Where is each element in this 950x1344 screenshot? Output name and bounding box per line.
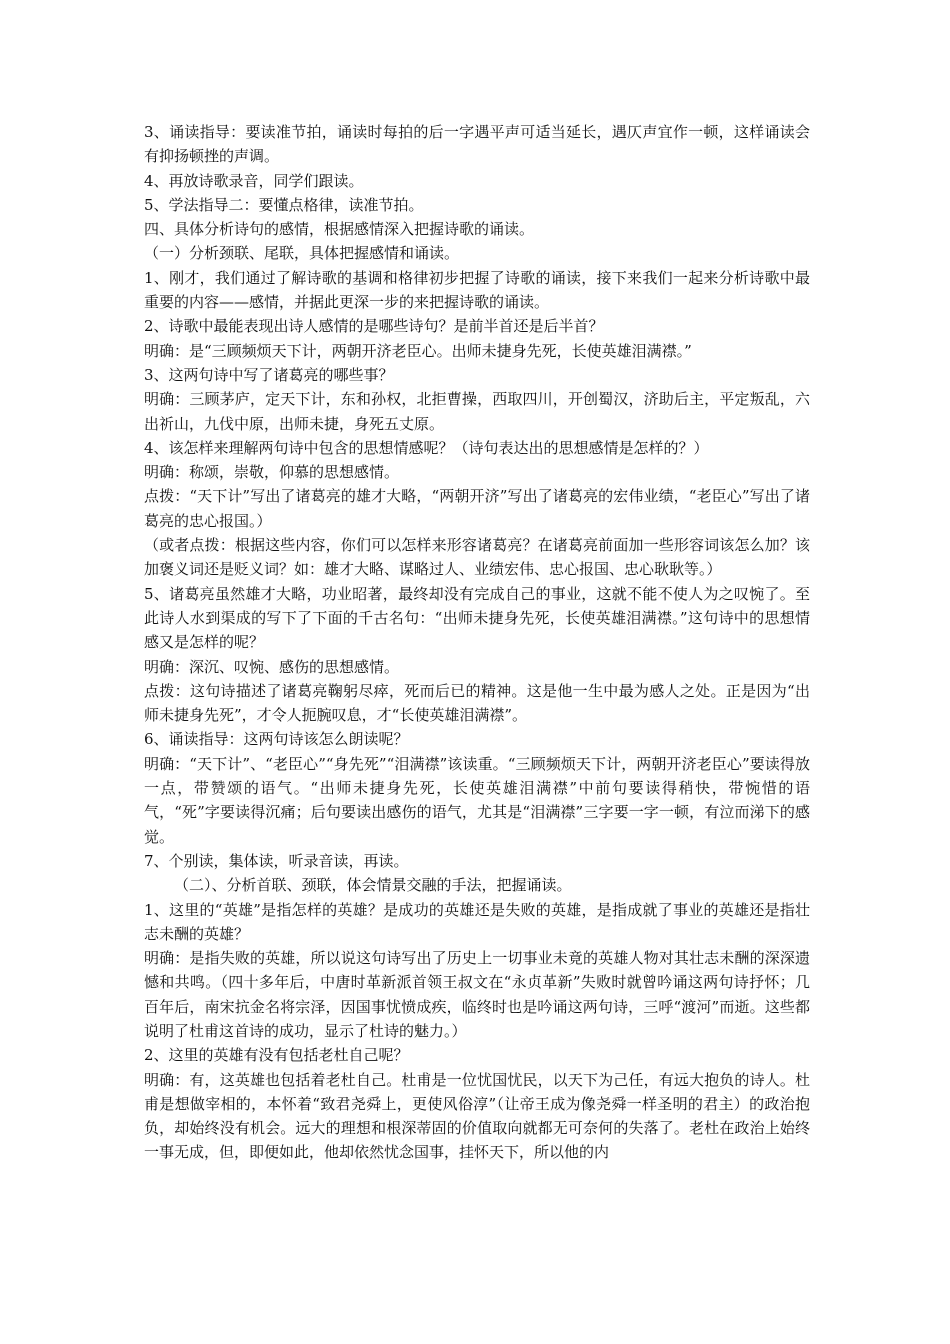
question-2: 2、诗歌中最能表现出诗人感情的是哪些诗句？是前半首还是后半首？ [144,317,604,336]
question-3: 3、这两句诗中写了诸葛亮的哪些事？ [144,365,394,384]
answer-3: 明确：三顾茅庐，定天下计，东和孙权，北拒曹操，西取四川，开创蜀汉，济助后主，平定叛乱，六出祈山，九伐中原，出师未捷，身死五丈原。 [144,390,810,433]
answer-hero-2: 明确：有，这英雄也包括着老杜自己。杜甫是一位忧国忧民，以天下为己任，有远大抱负的诗人。杜甫是想做宰相的，本怀着“致君尧舜上，更使风俗淳”（让帝王成为像尧舜一样圣明的君主）的政治抱负，却始终没有机会。远大的理想和根深蒂固的价值取向就都无可奈何的失落了。老杜在政治上始终一事无成，但，即便如此，他却依然忧念国事，挂怀天下，所以他的内 [144,1070,810,1162]
hint-5: 点拨：这句诗描述了诸葛亮鞠躬尽瘁，死而后已的精神。这是他一生中最为感人之处。正是因为“出师未捷身先死”，才令人扼腕叹息，才“长使英雄泪满襟”。 [144,681,810,725]
hint-4: 点拨：“天下计”写出了诸葛亮的雄才大略，“两朝开济”写出了诸葛亮的宏伟业绩，“老臣心”写出了诸葛亮的忠心报国。） [144,487,810,530]
paragraph-replay-recording: 4、再放诗歌录音，同学们跟读。 [144,171,364,190]
question-4: 4、该怎样来理解两句诗中包含的思想情感呢？（诗句表达出的思想感情是怎样的？） [144,438,709,457]
paragraph-reading-guide-3: 3、诵读指导：要读准节拍，诵读时每拍的后一字遇平声可适当延长，遇仄声宜作一顿，这样诵读会有抑扬顿挫的声调。 [144,123,810,166]
question-hero-2: 2、这里的英雄有没有包括老杜自己呢？ [144,1046,409,1065]
hint-4-alt: （或者点拨：根据这些内容，你们可以怎样来形容诸葛亮？在诸葛亮前面加一些形容词该怎么加？该加褒义词还是贬义词？如：雄才大略、谋略过人、业绩宏伟、忠心报国、忠心耿耿等。） [144,536,810,579]
document-page [144,120,810,1165]
answer-hero-1: 明确：是指失败的英雄，所以说这句诗写出了历史上一切事业未竟的英雄人物对其壮志未酬的深深遗憾和共鸣。（四十多年后，中唐时革新派首领王叔文在“永贞革新”失败时就曾吟诵这两句诗抒怀；几百年后，南宋抗金名将宗泽，因国事忧愤成疾，临终时也是吟诵这两句诗，三呼“渡河”而逝。这些都说明了杜甫这首诗的成功，显示了杜诗的魅力。） [144,949,810,1040]
question-hero-1: 1、这里的“英雄”是指怎样的英雄？是成功的英雄还是失败的英雄，是指成就了事业的英雄还是指壮志未酬的英雄？ [144,900,810,943]
section-heading-4: 四、具体分析诗句的感情，根据感情深入把握诗歌的诵读。 [144,220,535,239]
paragraph-reading-practice: 7、个别读，集体读，听录音读，再读。 [144,851,409,870]
answer-4: 明确：称颂，崇敬，仰慕的思想感情。 [144,463,400,482]
answer-5: 明确：深沉、叹惋、感伤的思想感情。 [144,657,400,676]
question-6: 6、诵读指导：这两句诗该怎么朗读呢？ [144,730,409,749]
answer-6: 明确：“天下计”、“老臣心”“身先死”“泪满襟”该读重。“三顾频烦天下计，两朝开济老臣心”要读得放一点，带赞颂的语气。“出师未捷身先死，长使英雄泪满襟”中前句要读得稍快，带惋惜的语气，“死”字要读得沉痛；后句要读出感伤的语气，尤其是“泪满襟”三字要一字一顿，有泣而涕下的感觉。 [144,754,810,846]
paragraph-intro-emotion: 1、刚才，我们通过了解诗歌的基调和格律初步把握了诗歌的诵读，接下来我们一起来分析诗歌中最重要的内容——感情，并据此更深一步的来把握诗歌的诵读。 [144,268,810,312]
question-5: 5、诸葛亮虽然雄才大略，功业昭著，最终却没有完成自己的事业，这就不能不使人为之叹惋了。至此诗人水到渠成的写下了下面的千古名句：“出师未捷身先死，长使英雄泪满襟。”这句诗中的思想情感又是怎样的呢？ [144,584,810,652]
subsection-heading-1: （一）分析颈联、尾联，具体把握感情和诵读。 [144,244,460,263]
subsection-heading-2: （二）、分析首联、颈联，体会情景交融的手法，把握诵读。 [174,876,572,895]
answer-2: 明确：是“三顾频烦天下计，两朝开济老臣心。出师未捷身先死，长使英雄泪满襟。” [144,341,692,360]
paragraph-method-guide-2: 5、学法指导二：要懂点格律，读准节拍。 [144,195,424,214]
